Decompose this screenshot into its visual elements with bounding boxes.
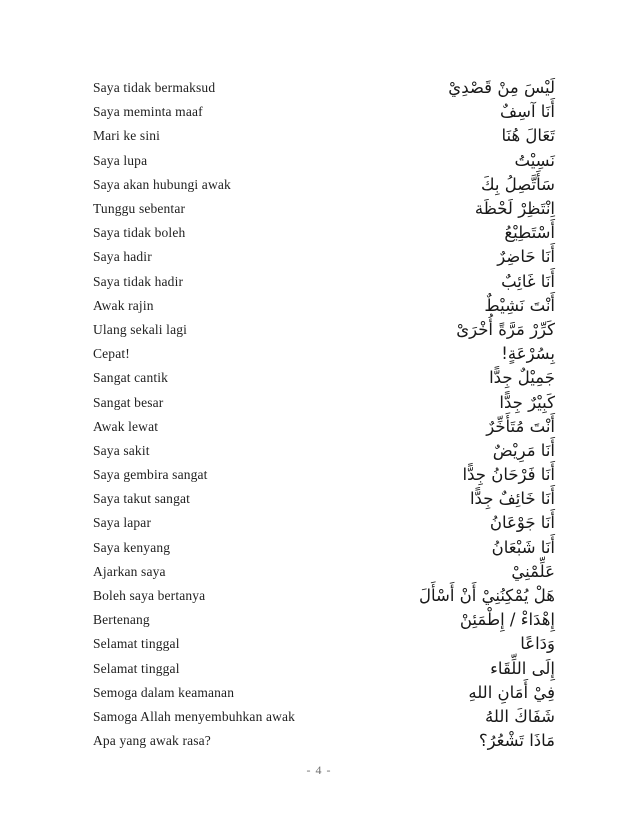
arabic-phrase: أَنْتَ نَشِيْطٌ (484, 295, 555, 315)
arabic-phrase: أَنَا جَوْعَانُ (489, 513, 555, 533)
malay-phrase: Boleh saya bertanya (93, 588, 206, 604)
malay-phrase: Saya lupa (93, 152, 148, 168)
malay-phrase: Saya sakit (93, 442, 150, 458)
phrase-row (93, 294, 555, 318)
malay-phrase: Saya tidak bermaksud (93, 80, 216, 96)
phrase-row (93, 342, 555, 366)
malay-phrase: Sangat cantik (93, 370, 169, 386)
phrase-row (93, 560, 555, 584)
malay-phrase: Saya hadir (93, 249, 152, 265)
arabic-phrase: لَيْسَ مِنْ قَصْدِيْ (448, 78, 555, 98)
arabic-phrase: تَعَالَ هُنَا (501, 126, 555, 146)
malay-phrase: Saya tidak boleh (93, 225, 186, 241)
phrase-row (93, 439, 555, 463)
arabic-phrase: اِنْتَظِرْ لَحْظَة (474, 199, 555, 219)
malay-phrase: Apa yang awak rasa? (93, 733, 211, 749)
malay-phrase: Saya lapar (93, 515, 152, 531)
arabic-phrase: أَسْتَطِيْعُ (504, 223, 555, 243)
arabic-phrase: أَنَا آسِفٌ (500, 102, 555, 122)
arabic-phrase: مَاذَا تَشْعُرُ؟ (478, 731, 555, 751)
malay-phrase: Saya tidak hadir (93, 273, 184, 289)
malay-phrase: Samoga Allah menyembuhkan awak (93, 708, 296, 724)
arabic-phrase: كَرِّرْ مَرَّةً أُخْرَىْ (456, 319, 555, 339)
arabic-phrase: أَنَا فَرْحَانُ جِدًّا (462, 465, 555, 485)
arabic-phrase: أَنَا مَرِيْضٌ (492, 440, 555, 460)
arabic-phrase: إِلَى اللِّقَاء (490, 658, 555, 678)
arabic-phrase: إِهْدَاءْ / إِطْمَئِنْ (459, 610, 555, 630)
phrase-row (93, 415, 555, 439)
phrase-row (93, 511, 555, 535)
phrase-row (93, 487, 555, 511)
malay-phrase: Ajarkan saya (93, 563, 166, 579)
arabic-phrase: أَنَا حَاضِرٌ (497, 247, 555, 267)
arabic-phrase: وَدَاعًا (520, 634, 555, 654)
phrase-row (93, 536, 555, 560)
phrase-row (93, 463, 555, 487)
arabic-phrase: فِيْ أَمَانِ اللهِ (468, 682, 555, 702)
arabic-phrase: أَنَا غَائِبٌ (501, 271, 555, 291)
phrase-row (93, 608, 555, 632)
arabic-phrase: نَسِيْتُ (514, 150, 555, 170)
phrase-list (93, 76, 555, 753)
phrase-row (93, 390, 555, 414)
malay-phrase: Awak lewat (93, 418, 159, 434)
phrase-row (93, 729, 555, 753)
malay-phrase: Saya kenyang (93, 539, 171, 555)
arabic-phrase: شَفَاكَ اللهُ (485, 706, 555, 726)
malay-phrase: Awak rajin (93, 297, 154, 313)
phrase-row (93, 197, 555, 221)
malay-phrase: Bertenang (93, 612, 150, 628)
malay-phrase: Saya takut sangat (93, 491, 191, 507)
phrase-row (93, 584, 555, 608)
arabic-phrase: عَلِّمْنِيْ (511, 561, 555, 581)
phrase-row (93, 100, 555, 124)
malay-phrase: Saya akan hubungi awak (93, 176, 231, 192)
phrase-row (93, 318, 555, 342)
malay-phrase: Selamat tinggal (93, 636, 180, 652)
arabic-phrase: كَبِيْرٌ جِدًّا (499, 392, 555, 412)
page-number: - 4 - (306, 763, 332, 777)
phrase-row (93, 366, 555, 390)
malay-phrase: Ulang sekali lagi (93, 321, 188, 337)
phrase-row (93, 173, 555, 197)
malay-phrase: Semoga dalam keamanan (93, 684, 235, 700)
arabic-phrase: أَنْتَ مُتَأَخِّرٌ (486, 416, 555, 436)
phrase-row (93, 245, 555, 269)
phrase-row (93, 124, 555, 148)
phrase-row (93, 632, 555, 656)
phrase-row (93, 221, 555, 245)
malay-phrase: Tunggu sebentar (93, 201, 186, 217)
malay-phrase: Saya meminta maaf (93, 104, 203, 120)
phrase-row (93, 681, 555, 705)
arabic-phrase: جَمِيْلٌ جِدًّا (489, 368, 555, 388)
phrase-row (93, 705, 555, 729)
phrase-row (93, 657, 555, 681)
malay-phrase: Mari ke sini (93, 128, 161, 144)
malay-phrase: Sangat besar (93, 394, 164, 410)
arabic-phrase: أَنَا خَائِفٌ جِدًّا (469, 489, 555, 509)
malay-phrase: Cepat! (93, 346, 130, 362)
arabic-phrase: هَلْ يُمْكِنُنِيْ أَنْ أَسْأَلَ (418, 586, 555, 606)
arabic-phrase: سَأَتَّصِلُ بِكَ (481, 174, 555, 194)
phrase-row (93, 270, 555, 294)
arabic-phrase: بِسُرْعَةٍ! (501, 344, 555, 364)
arabic-phrase: أَنَا شَبْعَانُ (491, 537, 555, 557)
malay-phrase: Saya gembira sangat (93, 467, 208, 483)
malay-phrase: Selamat tinggal (93, 660, 180, 676)
phrase-row (93, 76, 555, 100)
phrase-row (93, 149, 555, 173)
